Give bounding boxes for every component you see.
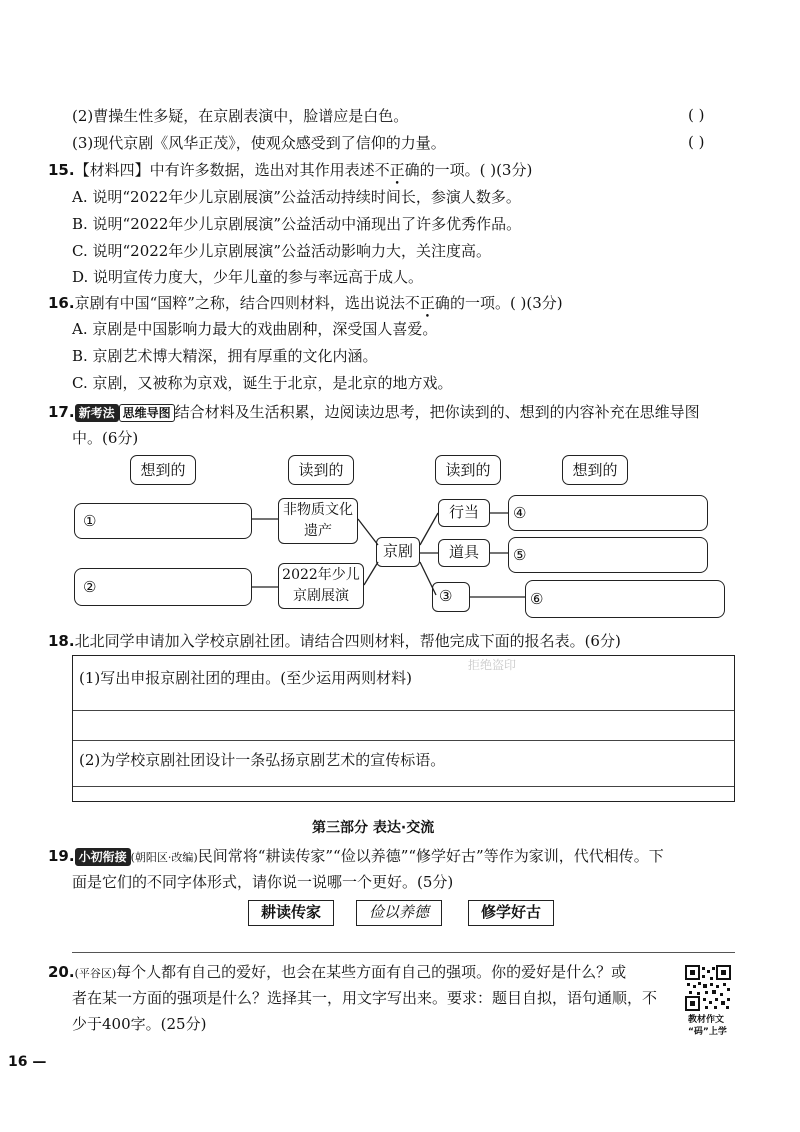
answer-line[interactable] [73, 740, 734, 741]
blank-1[interactable]: ① [74, 503, 252, 539]
option-a: A. 说明“2022年少儿京剧展演”公益活动持续时间长，参演人数多。 [72, 188, 521, 206]
motto-clerical: 耕读传家 [248, 900, 334, 926]
question-18-stem [48, 631, 621, 651]
header-read-right: 读到的 [435, 455, 501, 485]
question-17-stem-cont: 中。(6分) [72, 429, 139, 447]
section-title: 第三部分 表达·交流 [312, 820, 435, 836]
page-number-value: 16 [8, 1054, 28, 1070]
stem-text: 【材料四】中有许多数据，选出对其作用表述 [74, 161, 375, 179]
question-number: 16. [48, 294, 75, 312]
read-node-roles: 行当 [438, 499, 490, 527]
blank-5[interactable]: ⑤ [508, 537, 708, 573]
question-20-stem-cont: 者在某一方面的强项是什么？选择其一，用文字写出来。要求：题目自拟，语句通顺，不 [72, 989, 658, 1007]
question-20-stem-end: 少于400字。(25分) [72, 1015, 207, 1033]
source-label: (朝阳区·改编) [130, 851, 198, 864]
option-b: B. 说明“2022年少儿京剧展演”公益活动中涌现出了许多优秀作品。 [72, 215, 522, 233]
option-c: C. 京剧，又被称为京戏，诞生于北京，是北京的地方戏。 [72, 374, 453, 392]
new-method-tag: 新考法 [75, 404, 119, 422]
question-number: 17. [48, 403, 75, 421]
option-b: B. 京剧艺术博大精深，拥有厚重的文化内涵。 [72, 347, 378, 365]
emphasis-text: 不正确 [374, 161, 420, 179]
header-thought-left: 想到的 [130, 455, 196, 485]
qr-caption-line2: “码”上学 [688, 1027, 727, 1037]
stem-text: 民间常将“耕读传家”“俭以养德”“修学好古”等作为家训，代代相传。下 [197, 847, 664, 865]
qr-caption-line1: 教材作文 [688, 1015, 725, 1025]
read-node-heritage: 非物质文化遗产 [278, 498, 358, 544]
qr-code-icon[interactable] [685, 965, 731, 1011]
judgment-3: (3)现代京剧《风华正茂》，使观众感受到了信仰的力量。 [72, 134, 446, 152]
option-c: C. 说明“2022年少儿京剧展演”公益活动影响力大，关注度高。 [72, 242, 491, 260]
judgment-3-answer[interactable]: ( ) [688, 133, 705, 151]
application-form [72, 655, 735, 802]
transition-tag: 小初衔接 [75, 848, 131, 866]
option-d: D. 说明宣传力度大，少年儿童的参与率远高于成人。 [72, 268, 424, 286]
question-number: 15. [48, 161, 75, 179]
watermark-text: 拒绝盗印 [468, 658, 517, 672]
blank-6[interactable]: ⑥ [525, 580, 725, 618]
blank-2[interactable]: ② [74, 568, 252, 606]
blank-4[interactable]: ④ [508, 495, 708, 531]
stem-text: 结合材料及生活积累，边阅读边思考，把你读到的、想到的内容补充在思维导图 [174, 403, 700, 421]
center-node: 京剧 [376, 537, 420, 567]
question-number: 20. [48, 963, 75, 981]
stem-text: 每个人都有自己的爱好，也会在某些方面有自己的强项。你的爱好是什么？或 [116, 963, 627, 981]
blank-3[interactable]: ③ [432, 582, 470, 612]
form-row-1-label: (1)写出申报京剧社团的理由。(至少运用两则材料) [79, 669, 412, 687]
option-a: A. 京剧是中国影响力最大的戏曲剧种，深受国人喜爱。 [72, 320, 438, 338]
read-node-showcase: 2022年少儿京剧展演 [278, 563, 364, 609]
judgment-2: (2)曹操生性多疑，在京剧表演中，脸谱应是白色。 [72, 107, 409, 125]
answer-line[interactable] [73, 710, 734, 711]
question-20-stem [48, 962, 626, 984]
question-number: 18. [48, 632, 75, 650]
mind-map-tag: 思维导图 [119, 404, 175, 422]
answer-line[interactable] [73, 786, 734, 787]
question-19-stem [48, 846, 664, 868]
judgment-2-answer[interactable]: ( ) [688, 106, 705, 124]
stem-text: 的一项。( )(3分) [419, 161, 533, 179]
read-node-props: 道具 [438, 539, 490, 567]
header-read-left: 读到的 [288, 455, 354, 485]
source-label: (平谷区) [74, 967, 117, 980]
stem-text: 的一项。( )(3分) [449, 294, 563, 312]
form-row-2-label: (2)为学校京剧社团设计一条弘扬京剧艺术的宣传标语。 [79, 751, 446, 769]
page-number: 16 — [8, 1054, 47, 1070]
question-number: 19. [48, 847, 75, 865]
divider [72, 952, 735, 953]
header-thought-right: 想到的 [562, 455, 628, 485]
motto-cursive: 俭以养德 [356, 900, 442, 926]
motto-bold: 修学好古 [468, 900, 554, 926]
emphasis-text: 不正确 [404, 294, 450, 312]
question-19-stem-cont: 面是它们的不同字体形式，请你说一说哪一个更好。(5分) [72, 873, 454, 891]
stem-text: 京剧有中国“国粹”之称，结合四则材料，选出说法 [74, 294, 405, 312]
stem-text: 北北同学申请加入学校京剧社团。请结合四则材料，帮他完成下面的报名表。(6分) [74, 632, 621, 650]
